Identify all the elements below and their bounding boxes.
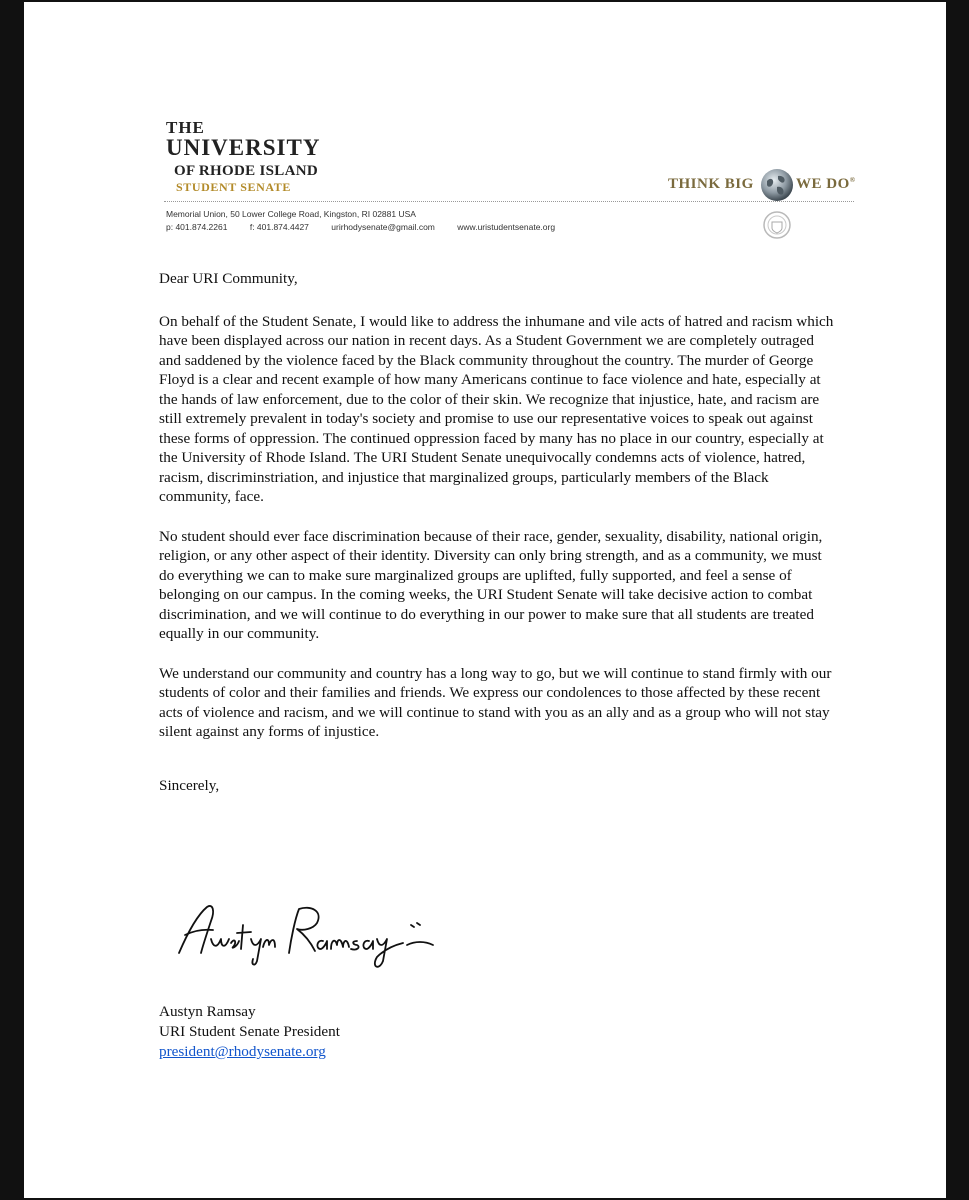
paragraph-2: No student should ever face discrimination because of their race, gender, sexuality, disability, national origin, religion, or any other aspect of their identity. Diversity can only bring strength, and as a community, we must do everything we can to make sure marginalized groups are uplifted, fully supported, and feel a sense of belonging on our campus. In the coming weeks, the URI Student Senate will take decisive action to combat discrimination, and we will continue to do everything in our power to make sure that all students are treated equally in our community. <box>159 527 823 642</box>
letterhead-phone: p: 401.874.2261 <box>166 222 228 232</box>
signer-block <box>159 1002 340 1062</box>
letterhead-email: urirhodysenate@gmail.com <box>331 222 435 232</box>
handwritten-signature <box>171 895 441 975</box>
closing: Sincerely, <box>159 776 220 794</box>
letterhead-student-senate: STUDENT SENATE <box>176 180 291 194</box>
paragraph-1: On behalf of the Student Senate, I would like to address the inhumane and vile acts of hatred and racism which have been displayed across our nation in recent days. As a Student Government we are completely outraged and saddened by the violence faced by the Black community throughout the country. The murder of George Floyd is a clear and recent example of how many Americans continue to face violence and hate, especially at the hands of law enforcement, due to the color of their skin. We recognize that injustice, hate, and racism are still extremely prevalent in today's society and promise to use our representative voices to speak out against these forms of oppression. The continued oppression faced by many has no place in our country, especially at the University of Rhode Island. The URI Student Senate unequivocally condemns acts of violence, hatred, racism, discriminstriation, and injustice that marginalized groups, particularly members of the Black community, face. <box>159 312 834 505</box>
letterhead-university: UNIVERSITY <box>166 135 321 160</box>
letter-body <box>159 269 839 795</box>
letter-page <box>24 2 946 1198</box>
letterhead-the: THE <box>166 118 205 137</box>
salutation: Dear URI Community, <box>159 270 298 287</box>
letterhead-website: www.uristudentsenate.org <box>457 222 556 232</box>
letterhead-divider <box>164 201 854 202</box>
signer-title: URI Student Senate President <box>159 1023 340 1040</box>
globe-icon <box>759 167 795 203</box>
university-seal-icon <box>762 210 792 240</box>
paragraph-3: We understand our community and country has a long way to go, but we will continue to stand firmly with our students of color and their families and friends. We express our condolences to those affected by these recent acts of violence and racism, and we will continue to stand with you as an ally and as a group who will not stay silent against any forms of injustice. <box>159 664 832 740</box>
slogan-we-do: WE DO® <box>796 176 856 192</box>
signer-name: Austyn Ramsay <box>159 1003 256 1020</box>
letterhead-fax: f: 401.874.4427 <box>249 222 309 232</box>
letterhead-contact <box>166 222 575 232</box>
slogan-think-big: THINK BIG <box>668 176 754 192</box>
signer-email-link[interactable]: president@rhodysenate.org <box>159 1043 326 1060</box>
letterhead-rhode-island: OF RHODE ISLAND <box>174 163 318 179</box>
letterhead-address: Memorial Union, 50 Lower College Road, Kingston, RI 02881 USA <box>166 209 416 219</box>
